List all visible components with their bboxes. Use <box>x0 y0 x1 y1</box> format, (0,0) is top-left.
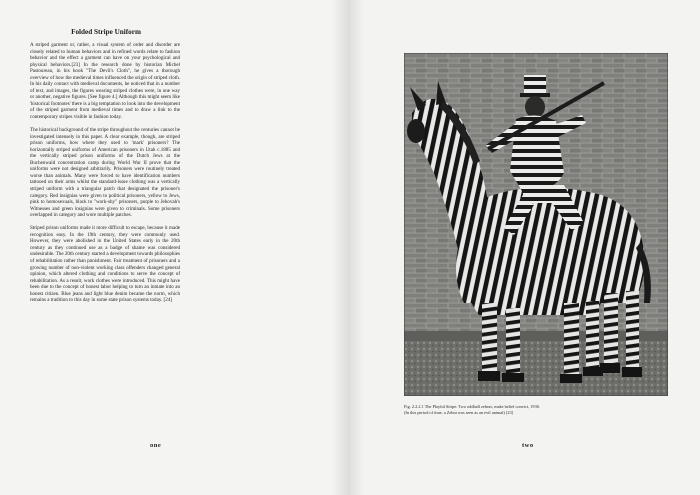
page-number-right: two <box>522 442 534 449</box>
zebra-convict-photo <box>404 53 668 396</box>
gutter-shadow <box>350 0 364 495</box>
paragraph: Striped prison uniforms made it more difficult to escape, because it made recognition easy. In the 19th century, they were commonly used. However, they were abolished in the United States early in the 20th century as they continued use as a badge of shame was considered undesirable. The 20th century started a development towards philosophies of rehabilitation rather than punishment. Fair treatment of prisoners and a growing number of non-violent working class offenders changed general opinion, which altered clothing and conditions to serve the concept of rehabilitation. As a result, work clothes were introduced. This might have been due to the concept of honest labor helping to turn an inmate into an honest citizen. Blue jeans and light blue denim became the norm, which remains a tradition to this day in some state prison systems today. [24] <box>30 225 180 304</box>
paragraph: A striped garment or, rather, a visual system of order and disorder are closely related to human behaviors and in refined words relate to fashion behavior and the effect a garment can have on your psychological and physical behaviors.[23] In the research done by historian Michel Pastoureau, in his book "The Devil's Cloth", he gives a thorough overview of how the medieval times influenced the origin of striped cloth. In his daily contact with medieval documents, he noticed that in a number of text, and images, the figures wearing striped clothes were, in one way or another, negative figures. [See figure 4.] Although this might seem like 'historical footnotes' there is a big temptation to look into the development of the striped garment from medieval times and to draw a link to the contemporary stripes visible in fashion today. <box>30 42 180 121</box>
figure-caption <box>404 404 624 415</box>
page-number-left: one <box>150 442 162 449</box>
body-text <box>30 42 180 310</box>
right-page <box>350 0 700 495</box>
section-title: Folded Stripe Uniform <box>71 28 141 36</box>
caption-line: (In this period of time, a Zebra was seen as an evil animal) [23] <box>404 409 514 415</box>
paragraph: The historical background of the stripe throughout the centuries cannot be investigated intensely in this paper. A clear example, though, are striped prison uniforms, how where they used to 'mark' prisoners? The horizontally striped uniforms of American prisoners in Utah c.1885 and the vertically striped prison uniforms of the Dutch Jews at the Buchenwald concentration camp during World War II prove that the uniforms were not designed arbitrarily. Prisoners were routinely treated worse than animals. Many were forced to have identification numbers tattooed on their arms whilst the standard-issue clothing was a vertically striped uniform with a triangular patch that designated the prisoner's category. Red insignias were given to political prisoners, yellow to Jews, pink to homosexuals, black to "work-shy" prisoners, purple to Jehovah's Witnesses and green insignias were given to criminals. Some prisoners overlapped in category and wore multiple patches. <box>30 127 180 219</box>
caption-line: Fig. 2.2.2.1 The Playful Stripe: Two oddball zebras; make belief convict, 1930. <box>404 404 540 409</box>
gutter-shadow <box>332 0 350 495</box>
